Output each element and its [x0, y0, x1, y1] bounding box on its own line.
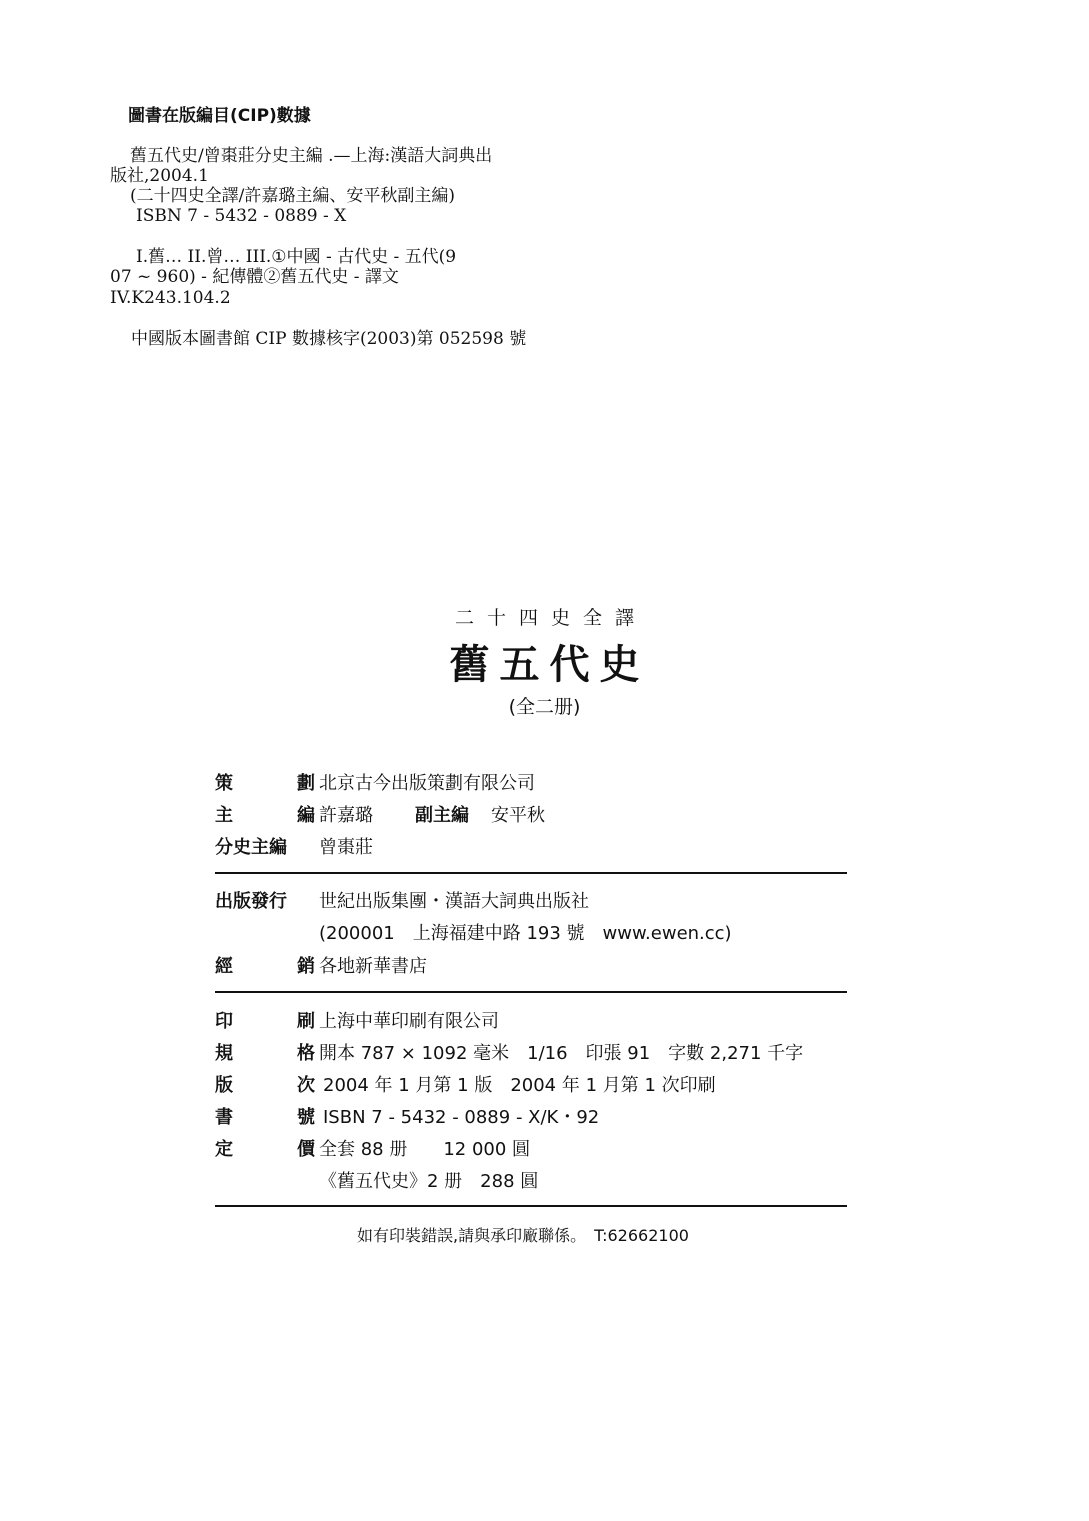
price-volume-value: 《舊五代史》2 册 288 圓	[319, 1171, 539, 1192]
credit-row-book-number	[215, 1104, 599, 1128]
section-editor-label: 分史主編	[215, 837, 287, 858]
printer-value: 上海中華印刷有限公司	[319, 1011, 499, 1032]
label-format-a: 規	[215, 1043, 233, 1064]
publisher-label: 出版發行	[215, 891, 287, 912]
format-value: 開本 787 × 1092 毫米 1/16 印張 91 字數 2,271 千字	[319, 1043, 804, 1064]
divider-1	[215, 872, 847, 874]
volume-count: (全二册)	[508, 696, 581, 718]
cip-class-line-2: 07 ~ 960) - 紀傳體②舊五代史 - 譯文	[110, 267, 399, 287]
publisher-address-row	[315, 920, 732, 944]
credit-row-format	[215, 1040, 803, 1064]
publisher-value: 世紀出版集團・漢語大詞典出版社	[319, 891, 589, 912]
credit-row-editor	[215, 802, 545, 826]
credit-row-distributor	[215, 953, 427, 977]
label-edition-b: 次	[297, 1075, 315, 1096]
publisher-address: (200001 上海福建中路 193 號 www.ewen.cc)	[319, 923, 732, 944]
credit-row-edition	[215, 1072, 716, 1096]
price-set-value: 全套 88 册 12 000 圓	[319, 1139, 531, 1160]
book-number-value: ISBN 7 - 5432 - 0889 - X/K・92	[323, 1107, 600, 1128]
label-printer-b: 刷	[297, 1011, 315, 1032]
cip-class-line-1: I.舊… II.曾… III.①中國 - 古代史 - 五代(9	[136, 247, 457, 267]
cip-line-1: 舊五代史/曾棗莊分史主編 .—上海:漢語大詞典出	[130, 146, 493, 166]
label-printer-a: 印	[215, 1011, 233, 1032]
cip-class-number: IV.K243.104.2	[110, 288, 231, 308]
label-price-a: 定	[215, 1139, 233, 1160]
book-title: 舊五代史	[449, 641, 650, 688]
cip-line-3: (二十四史全譯/許嘉璐主編、安平秋副主編)	[130, 186, 455, 206]
footer-notice: 如有印裝錯誤,請與承印廠聯係。 T:62662100	[357, 1226, 689, 1245]
credit-row-price	[215, 1136, 530, 1160]
label-editor-a: 主	[215, 805, 233, 826]
cip-verification: 中國版本圖書館 CIP 數據核字(2003)第 052598 號	[131, 329, 527, 349]
divider-3	[215, 1205, 847, 1207]
label-edition-a: 版	[215, 1075, 233, 1096]
cip-isbn: ISBN 7 - 5432 - 0889 - X	[136, 206, 347, 226]
cip-heading: 圖書在版編目(CIP)數據	[128, 106, 311, 126]
editor-value: 許嘉璐	[319, 805, 373, 826]
label-distributor-b: 銷	[297, 956, 315, 977]
deputy-editor-value: 安平秋	[491, 805, 545, 826]
label-planning-a: 策	[215, 773, 233, 794]
label-editor-b: 編	[297, 805, 315, 826]
label-planning-b: 劃	[297, 773, 315, 794]
deputy-editor-label: 副主編	[415, 805, 469, 826]
edition-value: 2004 年 1 月第 1 版 2004 年 1 月第 1 次印刷	[323, 1075, 716, 1096]
series-name: 二十四史全譯	[454, 607, 647, 629]
label-price-b: 價	[297, 1139, 315, 1160]
price-volume-row	[315, 1168, 538, 1192]
label-book-number-b: 號	[297, 1107, 315, 1128]
label-format-b: 格	[297, 1043, 315, 1064]
credit-row-publisher	[215, 888, 589, 912]
label-distributor-a: 經	[215, 956, 233, 977]
credit-row-printer	[215, 1008, 499, 1032]
section-editor-value: 曾棗莊	[319, 837, 373, 858]
cip-line-2: 版社,2004.1	[110, 166, 209, 186]
label-book-number-a: 書	[215, 1107, 233, 1128]
credits-table	[215, 768, 847, 1198]
planning-value: 北京古今出版策劃有限公司	[319, 773, 535, 794]
credit-row-section-editor	[215, 834, 373, 858]
divider-2	[215, 991, 847, 993]
distributor-value: 各地新華書店	[319, 956, 427, 977]
credit-row-planning	[215, 770, 535, 794]
